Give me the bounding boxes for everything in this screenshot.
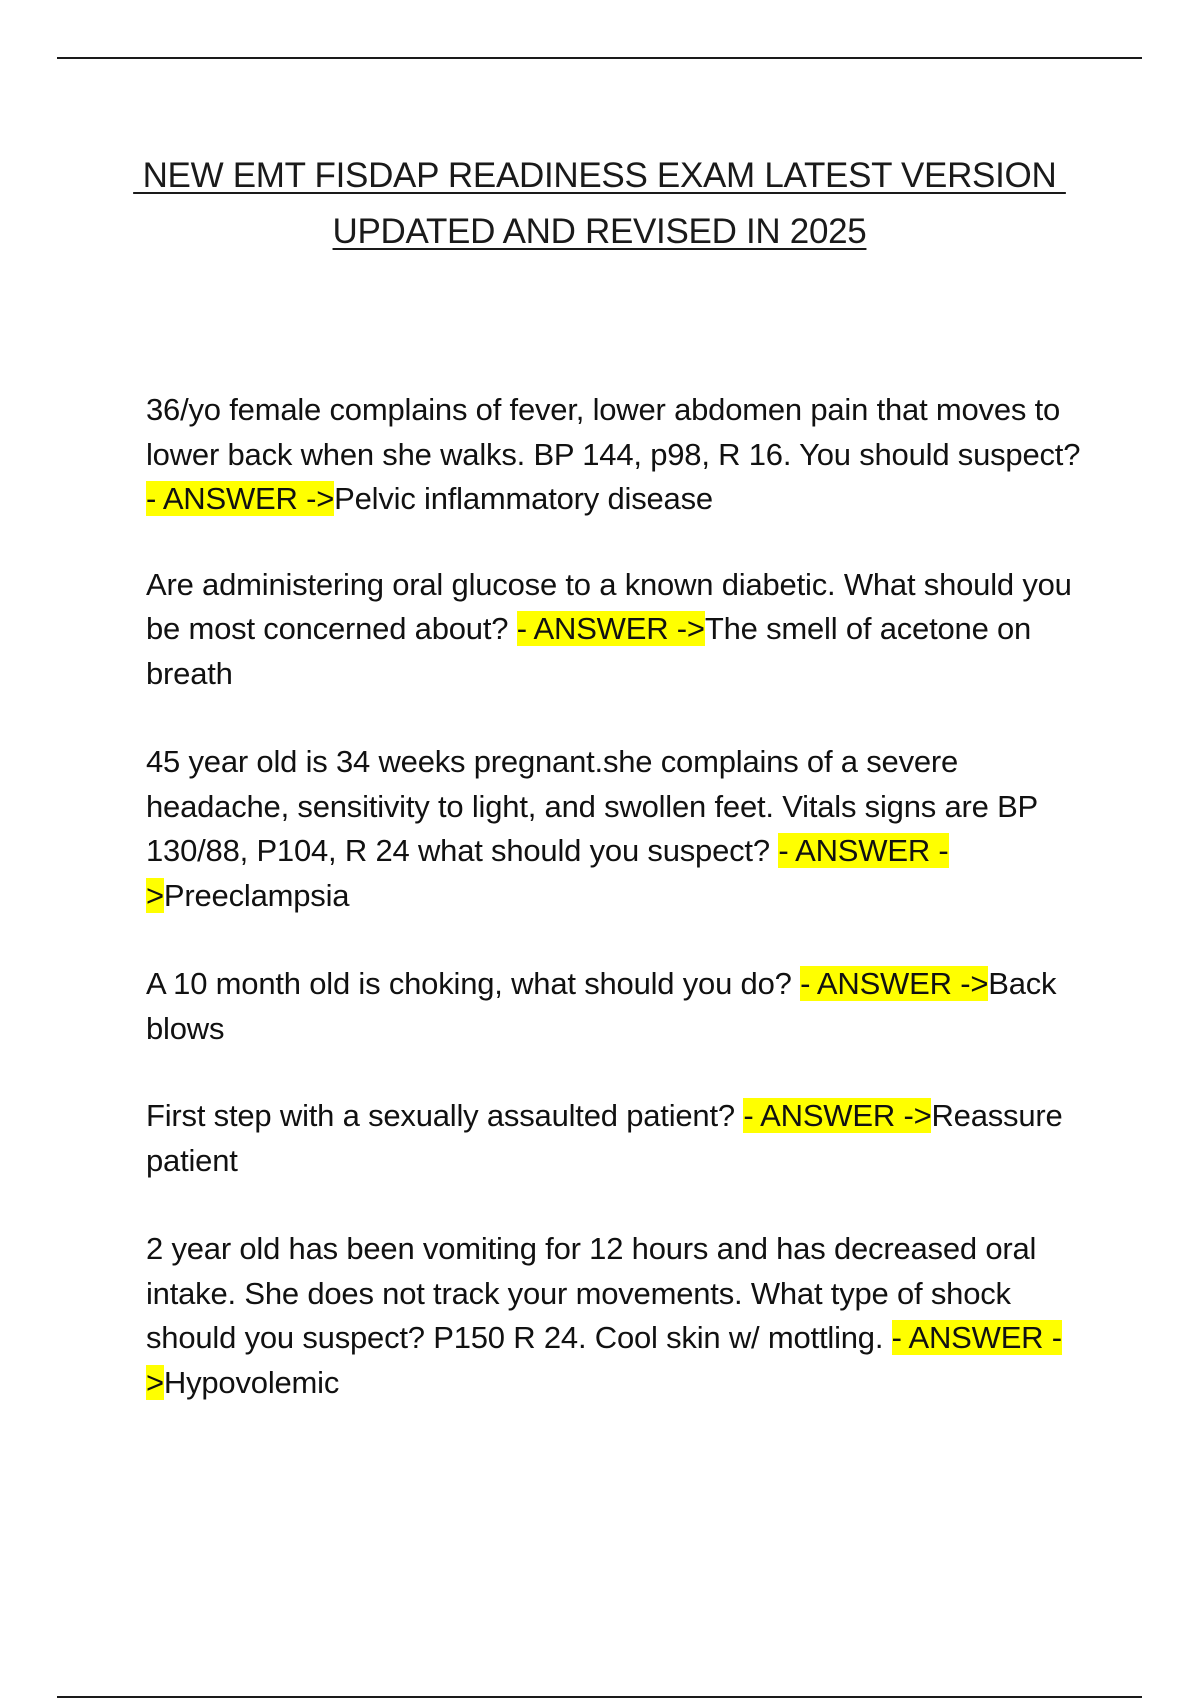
title-line-2: UPDATED AND REVISED IN 2025	[332, 212, 867, 251]
answer-marker: - ANSWER ->	[146, 1320, 1062, 1400]
question-text: First step with a sexually assaulted patient?	[146, 1098, 744, 1133]
question-text: 2 year old has been vomiting for 12 hours and has decreased oral intake. She does not track your movements. What type of shock should you suspect? P150 R 24. Cool skin w/ mottling.	[146, 1231, 1037, 1355]
answer-text: Pelvic inflammatory disease	[334, 481, 713, 516]
answer-text: Reassure patient	[146, 1098, 1063, 1178]
answer-marker: - ANSWER ->	[146, 833, 949, 913]
header-rule	[57, 57, 1142, 59]
answer-marker: - ANSWER ->	[800, 966, 989, 1001]
answer-marker: - ANSWER ->	[743, 1098, 932, 1133]
question-text: 36/yo female complains of fever, lower abdomen pain that moves to lower back when she walks. BP 144, p98, R 16. You should suspect?	[146, 392, 1081, 472]
qa-list	[146, 388, 1096, 1447]
answer-text: Back blows	[146, 966, 1057, 1046]
qa-item-1	[146, 388, 1096, 522]
answer-marker: - ANSWER ->	[516, 611, 705, 646]
answer-marker: - ANSWER ->	[146, 481, 335, 516]
qa-item-5	[146, 1094, 1096, 1183]
document-title	[57, 148, 1142, 260]
qa-item-4	[146, 962, 1096, 1051]
answer-text: The smell of acetone on breath	[146, 611, 1032, 691]
title-line-1: NEW EMT FISDAP READINESS EXAM LATEST VERSION	[133, 156, 1066, 195]
answer-text: Preeclampsia	[163, 877, 350, 913]
qa-item-3	[146, 740, 1096, 918]
qa-item-6	[146, 1227, 1096, 1405]
question-text: A 10 month old is choking, what should you do?	[146, 966, 801, 1001]
answer-text: Hypovolemic	[163, 1364, 340, 1400]
qa-item-2	[146, 563, 1096, 697]
footer-rule	[57, 1696, 1142, 1698]
question-text: 45 year old is 34 weeks pregnant.she complains of a severe headache, sensitivity to light, and swollen feet. Vitals signs are BP 130/88, P104, R 24 what should you suspect?	[146, 744, 1038, 868]
question-text: Are administering oral glucose to a known diabetic. What should you be most concerned about?	[146, 566, 1072, 646]
